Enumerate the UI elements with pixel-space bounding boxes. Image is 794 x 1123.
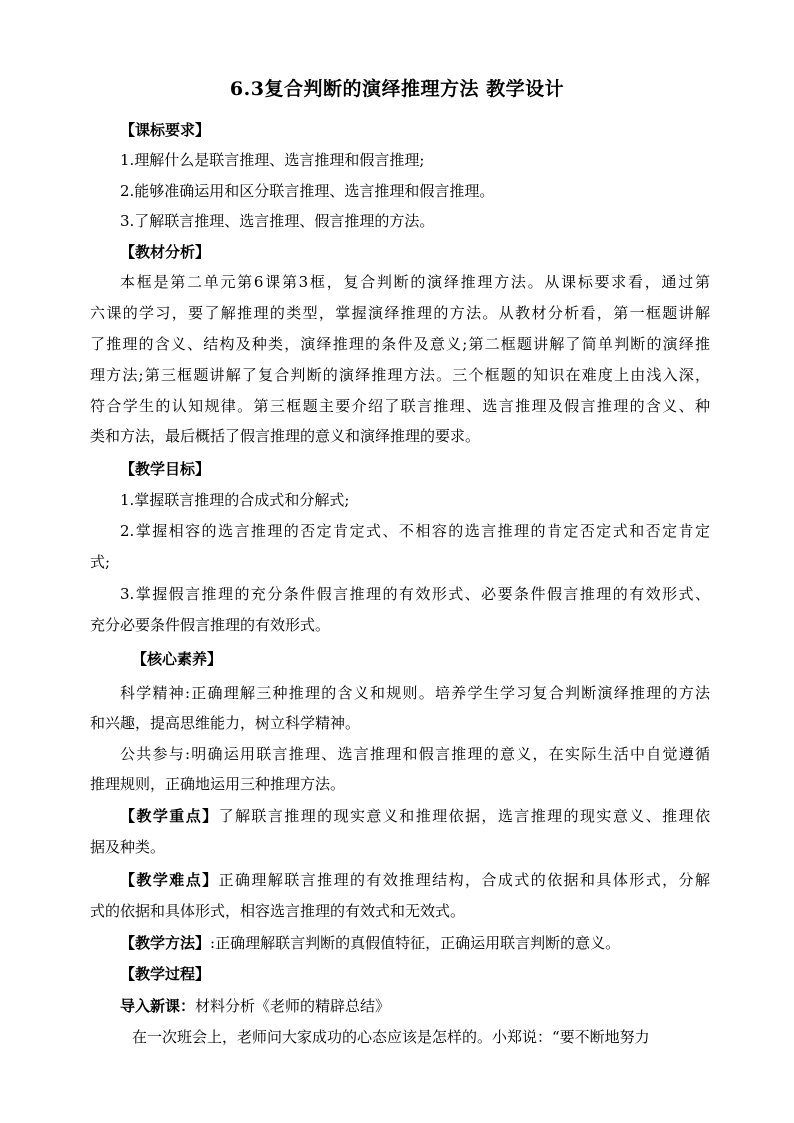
curriculum-item-3: 3.了解联言推理、选言推理、假言推理的方法。 — [120, 212, 435, 230]
curriculum-item-1: 1.理解什么是联言推理、选言推理和假言推理; — [120, 151, 425, 169]
core-literacy-science-line-1: 科学精神:正确理解三种推理的含义和规则。培养学生学习复合判断演绎推理的方法 — [120, 684, 710, 702]
teaching-method-line — [120, 932, 710, 954]
teaching-method-label: 【教学方法】 — [120, 934, 211, 952]
teaching-focus-line-2: 据及种类。 — [90, 838, 166, 856]
teaching-difficulty-line-2: 式的依据和具体形式，相容选言推理的有效式和无效式。 — [90, 902, 466, 920]
textbook-paragraph-line-1: 本框是第二单元第6课第3框，复合判断的演绎推理方法。从课标要求看，通过第 — [120, 273, 710, 291]
intro-text: 材料分析《老师的精辟总结》 — [195, 997, 391, 1015]
teaching-focus-text: 了解联言推理的现实意义和推理依据，选言推理的现实意义、推理依 — [218, 807, 710, 825]
teaching-difficulty-label: 【教学难点】 — [120, 871, 219, 889]
teaching-focus-line-1 — [120, 805, 710, 827]
curriculum-item-2: 2.能够准确运用和区分联言推理、选言推理和假言推理。 — [120, 182, 495, 200]
teaching-method-text: :正确理解联言判断的真假值特征，正确运用联言判断的意义。 — [210, 934, 621, 952]
section-heading-process: 【教学过程】 — [120, 965, 211, 983]
core-literacy-public-line-1: 公共参与:明确运用联言推理、选言推理和假言推理的意义，在实际生活中自觉遵循 — [120, 745, 710, 763]
section-heading-objectives: 【教学目标】 — [120, 460, 211, 478]
section-heading-core-literacy: 【核心素养】 — [132, 650, 223, 668]
objective-item-3-line-2: 充分必要条件假言推理的有效形式。 — [90, 616, 331, 634]
section-heading-textbook: 【教材分析】 — [120, 243, 211, 261]
intro-label: 导入新课： — [120, 997, 196, 1015]
core-literacy-science-line-2: 和兴趣，提高思维能力，树立科学精神。 — [90, 714, 361, 732]
core-literacy-public-line-2: 推理规则，正确地运用三种推理方法。 — [90, 775, 346, 793]
intro-line — [120, 995, 710, 1017]
objective-item-2-line-2: 式; — [90, 553, 111, 571]
document-title: 6.3复合判断的演绎推理方法 教学设计 — [229, 78, 565, 100]
textbook-paragraph-line-3: 了推理的含义、结构及种类，演绎推理的条件及意义;第二框题讲解了简单判断的演绎推 — [90, 335, 710, 353]
teaching-focus-label: 【教学重点】 — [120, 807, 219, 825]
textbook-paragraph-line-5: 符合学生的认知规律。第三框题主要介绍了联言推理、选言推理及假言推理的含义、种 — [90, 397, 710, 415]
textbook-paragraph-line-2: 六课的学习，要了解推理的类型，掌握演绎推理的方法。从教材分析看，第一框题讲解 — [90, 304, 710, 322]
section-heading-curriculum: 【课标要求】 — [120, 121, 211, 139]
story-paragraph-line-1: 在一次班会上，老师问大家成功的心态应该是怎样的。小郑说：“要不断地努力 — [132, 1028, 650, 1046]
objective-item-1: 1.掌握联言推理的合成式和分解式; — [120, 491, 350, 509]
objective-item-3-line-1: 3.掌握假言推理的充分条件假言推理的有效形式、必要条件假言推理的有效形式、 — [120, 585, 710, 603]
textbook-paragraph-line-6: 类和方法，最后概括了假言推理的意义和演绎推理的要求。 — [90, 427, 481, 445]
textbook-paragraph-line-4: 理方法;第三框题讲解了复合判断的演绎推理方法。三个框题的知识在难度上由浅入深， — [90, 366, 710, 384]
teaching-difficulty-line-1 — [120, 869, 710, 891]
teaching-difficulty-text: 正确理解联言推理的有效推理结构，合成式的依据和具体形式，分解 — [218, 871, 710, 889]
objective-item-2-line-1: 2.掌握相容的选言推理的否定肯定式、不相容的选言推理的肯定否定式和否定肯定 — [120, 522, 710, 540]
